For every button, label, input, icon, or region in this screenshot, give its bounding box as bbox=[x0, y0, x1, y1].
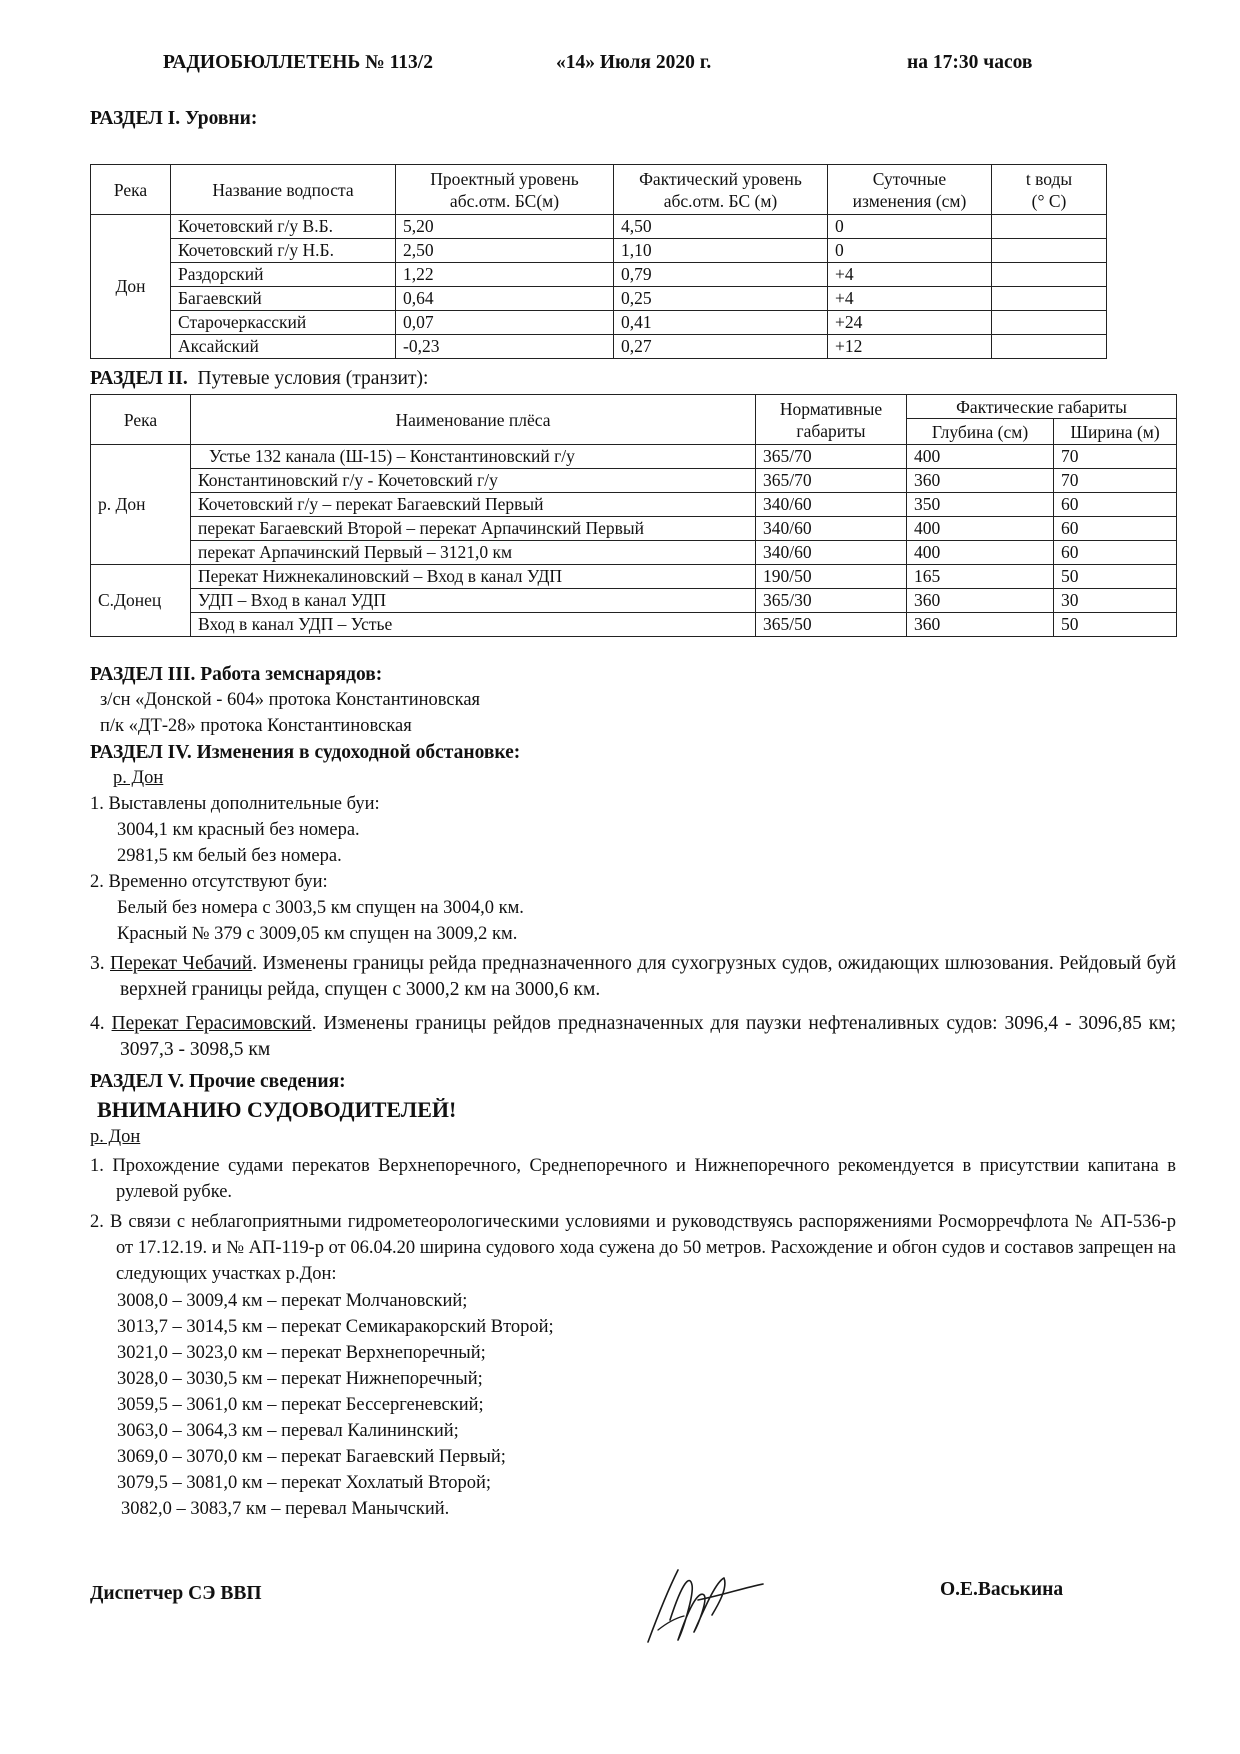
norm-cell: 365/70 bbox=[756, 445, 907, 469]
restricted-section: 3013,7 – 3014,5 км – перекат Семикаракорский Второй; bbox=[117, 1317, 554, 1337]
temp-cell bbox=[992, 239, 1107, 263]
col-depth: Глубина (см) bbox=[907, 419, 1054, 445]
post-cell: Багаевский bbox=[171, 287, 396, 311]
change-cell: +24 bbox=[828, 311, 992, 335]
norm-cell: 340/60 bbox=[756, 517, 907, 541]
table-row bbox=[91, 445, 1177, 469]
list-item: 2981,5 км белый без номера. bbox=[117, 846, 342, 866]
table-row bbox=[91, 589, 1177, 613]
table-row bbox=[91, 565, 1177, 589]
width-cell: 70 bbox=[1054, 445, 1177, 469]
levels-header-row bbox=[91, 165, 1107, 215]
depth-cell: 165 bbox=[907, 565, 1054, 589]
col-water-temp: t воды (° С) bbox=[992, 165, 1107, 215]
norm-cell: 340/60 bbox=[756, 493, 907, 517]
table-row bbox=[91, 613, 1177, 637]
depth-cell: 400 bbox=[907, 445, 1054, 469]
attention-heading: ВНИМАНИЮ СУДОВОДИТЕЛЕЙ! bbox=[97, 1097, 457, 1122]
actual-cell: 4,50 bbox=[614, 215, 828, 239]
river-cell: р. Дон bbox=[91, 445, 191, 565]
width-cell: 70 bbox=[1054, 469, 1177, 493]
col-daily-change: Суточные изменения (см) bbox=[828, 165, 992, 215]
post-cell: Раздорский bbox=[171, 263, 396, 287]
norm-cell: 365/30 bbox=[756, 589, 907, 613]
restricted-section: 3063,0 – 3064,3 км – перевал Калининский; bbox=[117, 1421, 459, 1441]
restricted-section: 3079,5 – 3081,0 км – перекат Хохлатый Второй; bbox=[117, 1473, 492, 1493]
col-design-level: Проектный уровень абс.отм. БС(м) bbox=[396, 165, 614, 215]
restricted-section: 3028,0 – 3030,5 км – перекат Нижнепоречный; bbox=[117, 1369, 483, 1389]
section-5-title: РАЗДЕЛ V. Прочие сведения: bbox=[90, 1071, 346, 1092]
table-row bbox=[91, 493, 1177, 517]
table-row bbox=[91, 541, 1177, 565]
reach-cell: Устье 132 канала (Ш-15) – Константиновский г/у bbox=[191, 445, 756, 469]
reach-cell: перекат Арпачинский Первый – 3121,0 км bbox=[191, 541, 756, 565]
route-table bbox=[90, 394, 1177, 637]
table-row bbox=[91, 335, 1107, 359]
post-cell: Кочетовский г/у Н.Б. bbox=[171, 239, 396, 263]
restricted-section: 3082,0 – 3083,7 км – перевал Манычский. bbox=[121, 1499, 450, 1519]
col-reach-name: Наименование плёса bbox=[191, 395, 756, 445]
dispatcher-title: Диспетчер СЭ ВВП bbox=[90, 1583, 262, 1604]
col-norm-dimensions: Нормативные габариты bbox=[756, 395, 907, 445]
reach-cell: Кочетовский г/у – перекат Багаевский Первый bbox=[191, 493, 756, 517]
col-width: Ширина (м) bbox=[1054, 419, 1177, 445]
post-cell: Кочетовский г/у В.Б. bbox=[171, 215, 396, 239]
route-header-row bbox=[91, 395, 1177, 419]
col-river: Река bbox=[91, 395, 191, 445]
list-item: Белый без номера с 3003,5 км спущен на 3004,0 км. bbox=[117, 898, 524, 918]
change-cell: 0 bbox=[828, 239, 992, 263]
design-cell: 0,64 bbox=[396, 287, 614, 311]
depth-cell: 360 bbox=[907, 469, 1054, 493]
table-row bbox=[91, 517, 1177, 541]
design-cell: -0,23 bbox=[396, 335, 614, 359]
bulletin-number: РАДИОБЮЛЛЕТЕНЬ № 113/2 bbox=[163, 52, 433, 73]
list-item: 3004,1 км красный без номера. bbox=[117, 820, 360, 840]
table-row bbox=[91, 239, 1107, 263]
width-cell: 50 bbox=[1054, 565, 1177, 589]
table-row bbox=[91, 287, 1107, 311]
design-cell: 1,22 bbox=[396, 263, 614, 287]
width-cell: 60 bbox=[1054, 493, 1177, 517]
list-item: 1. Выставлены дополнительные буи: bbox=[90, 794, 380, 814]
levels-table bbox=[90, 164, 1107, 359]
bulletin-time: на 17:30 часов bbox=[907, 52, 1033, 73]
design-cell: 5,20 bbox=[396, 215, 614, 239]
reach-cell: перекат Багаевский Второй – перекат Арпачинский Первый bbox=[191, 517, 756, 541]
change-cell: +12 bbox=[828, 335, 992, 359]
change-cell: +4 bbox=[828, 263, 992, 287]
actual-cell: 1,10 bbox=[614, 239, 828, 263]
norm-cell: 340/60 bbox=[756, 541, 907, 565]
signature-icon bbox=[628, 1560, 768, 1650]
reach-cell: Вход в канал УДП – Устье bbox=[191, 613, 756, 637]
actual-cell: 0,25 bbox=[614, 287, 828, 311]
table-row bbox=[91, 263, 1107, 287]
design-cell: 0,07 bbox=[396, 311, 614, 335]
list-item: 4. Перекат Герасимовский. Изменены границы рейдов предназначенных для паузки нефтеналивных судов: 3096,4 - 3096,85 км; 3097,3 - 3098,5 км bbox=[90, 1013, 1176, 1060]
restricted-section: 3008,0 – 3009,4 км – перекат Молчановский; bbox=[117, 1291, 468, 1311]
river-cell: Дон bbox=[91, 215, 171, 359]
col-actual-dimensions: Фактические габариты bbox=[907, 395, 1177, 419]
list-item: 1. Прохождение судами перекатов Верхнепоречного, Среднепоречного и Нижнепоречного рекомендуется в присутствии капитана в рулевой рубке. bbox=[90, 1156, 1176, 1202]
col-actual-level: Фактический уровень абс.отм. БС (м) bbox=[614, 165, 828, 215]
post-cell: Аксайский bbox=[171, 335, 396, 359]
norm-cell: 190/50 bbox=[756, 565, 907, 589]
actual-cell: 0,27 bbox=[614, 335, 828, 359]
dredger-line: з/сн «Донской - 604» протока Константиновская bbox=[100, 690, 481, 710]
width-cell: 50 bbox=[1054, 613, 1177, 637]
table-row bbox=[91, 311, 1107, 335]
depth-cell: 350 bbox=[907, 493, 1054, 517]
norm-cell: 365/70 bbox=[756, 469, 907, 493]
temp-cell bbox=[992, 287, 1107, 311]
width-cell: 60 bbox=[1054, 517, 1177, 541]
temp-cell bbox=[992, 335, 1107, 359]
change-cell: 0 bbox=[828, 215, 992, 239]
dredger-line: п/к «ДТ-28» протока Константиновская bbox=[100, 716, 412, 736]
col-post: Название водпоста bbox=[171, 165, 396, 215]
section-3-title: РАЗДЕЛ III. Работа земснарядов: bbox=[90, 664, 383, 685]
restricted-section: 3021,0 – 3023,0 км – перекат Верхнепоречный; bbox=[117, 1343, 486, 1363]
depth-cell: 400 bbox=[907, 517, 1054, 541]
design-cell: 2,50 bbox=[396, 239, 614, 263]
width-cell: 60 bbox=[1054, 541, 1177, 565]
reach-cell: УДП – Вход в канал УДП bbox=[191, 589, 756, 613]
section-2-title: РАЗДЕЛ II. Путевые условия (транзит): bbox=[90, 368, 429, 389]
width-cell: 30 bbox=[1054, 589, 1177, 613]
section-1-title: РАЗДЕЛ I. Уровни: bbox=[90, 108, 258, 129]
list-item: 2. Временно отсутствуют буи: bbox=[90, 872, 328, 892]
river-cell: С.Донец bbox=[91, 565, 191, 637]
list-item: 3. Перекат Чебачий. Изменены границы рейда предназначенного для сухогрузных судов, ожидающих шлюзования. Рейдовый буй верхней границы рейда, спущен с 3000,2 км на 3000,6 км. bbox=[90, 953, 1177, 1000]
dispatcher-name: О.Е.Васькина bbox=[940, 1579, 1064, 1600]
bulletin-date: «14» Июля 2020 г. bbox=[556, 52, 712, 73]
post-cell: Старочеркасский bbox=[171, 311, 396, 335]
temp-cell bbox=[992, 263, 1107, 287]
restricted-section: 3069,0 – 3070,0 км – перекат Багаевский Первый; bbox=[117, 1447, 506, 1467]
actual-cell: 0,41 bbox=[614, 311, 828, 335]
table-row bbox=[91, 215, 1107, 239]
change-cell: +4 bbox=[828, 287, 992, 311]
depth-cell: 360 bbox=[907, 589, 1054, 613]
col-river: Река bbox=[91, 165, 171, 215]
reach-cell: Константиновский г/у - Кочетовский г/у bbox=[191, 469, 756, 493]
river-label: р. Дон bbox=[90, 1127, 141, 1147]
list-item: Красный № 379 с 3009,05 км спущен на 3009,2 км. bbox=[117, 924, 518, 944]
depth-cell: 360 bbox=[907, 613, 1054, 637]
list-item: 2. В связи с неблагоприятными гидрометеорологическими условиями и руководствуясь распоряжениями Росморречфлота № АП-536-р от 17.12.19. и № АП-119-р от 06.04.20 ширина судового хода сужена до 50 метров. Расхождение и обгон судов и составов запрещен на следующих участках р.Дон: bbox=[90, 1212, 1176, 1284]
reach-cell: Перекат Нижнекалиновский – Вход в канал УДП bbox=[191, 565, 756, 589]
norm-cell: 365/50 bbox=[756, 613, 907, 637]
actual-cell: 0,79 bbox=[614, 263, 828, 287]
table-row bbox=[91, 469, 1177, 493]
river-label: р. Дон bbox=[113, 768, 164, 788]
temp-cell bbox=[992, 311, 1107, 335]
restricted-section: 3059,5 – 3061,0 км – перекат Бессергеневский; bbox=[117, 1395, 484, 1415]
temp-cell bbox=[992, 215, 1107, 239]
depth-cell: 400 bbox=[907, 541, 1054, 565]
section-4-title: РАЗДЕЛ IV. Изменения в судоходной обстановке: bbox=[90, 742, 521, 763]
